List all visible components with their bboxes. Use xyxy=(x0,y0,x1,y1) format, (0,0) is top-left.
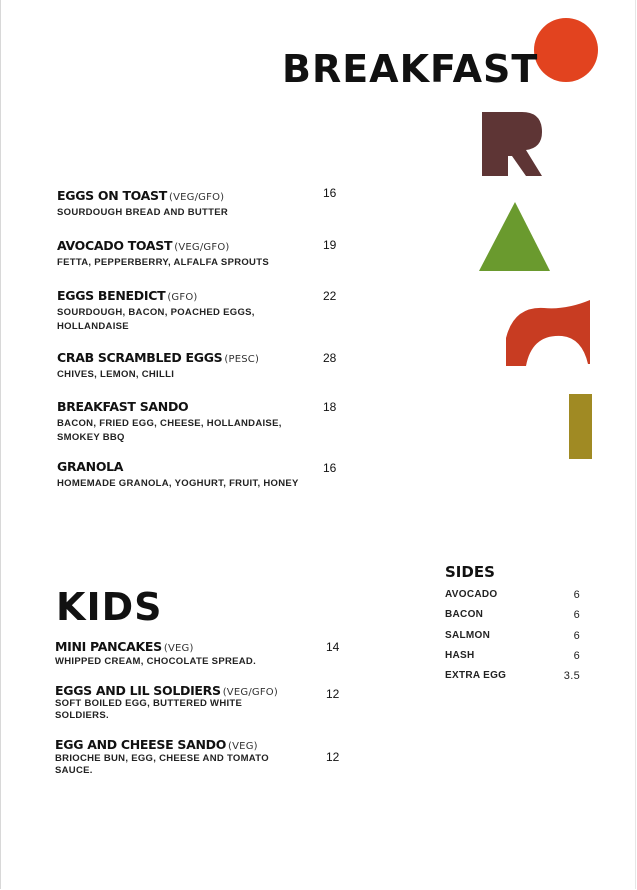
item-price: 19 xyxy=(323,238,337,252)
item-price: 12 xyxy=(326,750,340,764)
item-name: BREAKFAST SANDO xyxy=(57,399,189,414)
side-price: 6 xyxy=(573,630,580,642)
menu-item xyxy=(57,188,357,220)
item-name: CRAB SCRAMBLED EGGS xyxy=(57,350,223,365)
item-tag: (GFO) xyxy=(167,292,198,303)
sides-title: SIDES xyxy=(445,563,495,581)
item-name: EGGS AND LIL SOLDIERS xyxy=(55,683,221,698)
item-price: 16 xyxy=(323,186,337,200)
item-name: EGGS ON TOAST xyxy=(57,188,167,203)
menu-item xyxy=(57,288,357,334)
side-name: SALMON xyxy=(445,630,491,641)
item-price: 12 xyxy=(326,687,340,701)
menu-item xyxy=(57,350,357,382)
item-description: FETTA, PEPPERBERRY, ALFALFA SPROUTS xyxy=(57,257,269,268)
item-name: AVOCADO TOAST xyxy=(57,238,173,253)
item-tag: (PESC) xyxy=(224,354,260,365)
side-name: BACON xyxy=(445,609,484,620)
item-tag: (VEG/GFO) xyxy=(222,687,278,698)
side-price: 3.5 xyxy=(563,670,580,682)
item-price: 18 xyxy=(323,400,337,414)
logo-triangle xyxy=(479,202,551,272)
item-price: 28 xyxy=(323,351,337,365)
menu-item xyxy=(55,639,355,669)
side-price: 6 xyxy=(573,609,580,621)
item-price: 22 xyxy=(323,289,337,303)
item-name: GRANOLA xyxy=(57,459,124,474)
item-description: SOURDOUGH BREAD AND BUTTER xyxy=(57,207,229,218)
breakfast-title: BREAKFAST xyxy=(282,47,539,91)
item-description: SOFT BOILED EGG, BUTTERED WHITE SOLDIERS. xyxy=(55,698,243,721)
item-tag: (VEG) xyxy=(163,643,194,654)
logo-circle xyxy=(533,18,599,84)
side-price: 6 xyxy=(573,650,580,662)
item-description: WHIPPED CREAM, CHOCOLATE SPREAD. xyxy=(55,656,257,667)
menu-item xyxy=(57,459,357,491)
item-tag: (VEG/GFO) xyxy=(174,242,230,253)
logo-n-wave xyxy=(504,298,594,368)
item-name: MINI PANCAKES xyxy=(55,639,162,654)
item-tag: (VEG) xyxy=(228,741,258,752)
menu-item xyxy=(57,399,357,445)
item-description: HOMEMADE GRANOLA, YOGHURT, FRUIT, HONEY xyxy=(57,478,299,489)
side-price: 6 xyxy=(573,589,580,601)
item-name: EGG AND CHEESE SANDO xyxy=(55,737,227,752)
item-price: 14 xyxy=(326,640,340,654)
side-name: HASH xyxy=(445,650,475,661)
item-price: 16 xyxy=(323,461,337,475)
item-description: CHIVES, LEMON, CHILLI xyxy=(57,369,175,380)
kids-title: KIDS xyxy=(56,585,163,629)
logo-i-bar xyxy=(569,394,593,460)
menu-item xyxy=(55,737,355,777)
side-name: EXTRA EGG xyxy=(445,670,507,681)
menu-item xyxy=(55,683,355,722)
logo-r-shape xyxy=(482,112,544,178)
item-description: BACON, FRIED EGG, CHEESE, HOLLANDAISE, SMOKEY BBQ xyxy=(57,418,282,443)
menu-item xyxy=(57,238,357,270)
item-description: SOURDOUGH, BACON, POACHED EGGS, HOLLANDAISE xyxy=(57,307,255,332)
item-name: EGGS BENEDICT xyxy=(57,288,166,303)
item-description: BRIOCHE BUN, EGG, CHEESE AND TOMATO SAUCE. xyxy=(55,753,269,776)
side-name: AVOCADO xyxy=(445,589,498,600)
item-tag: (VEG/GFO) xyxy=(168,192,225,203)
